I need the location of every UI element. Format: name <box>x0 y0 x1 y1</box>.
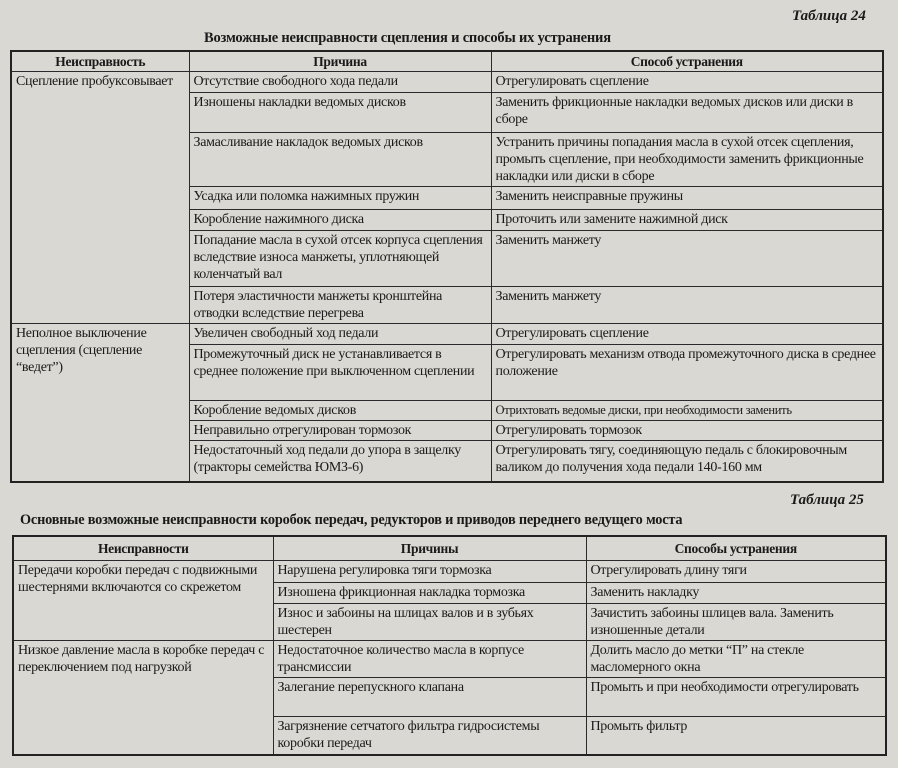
cause-cell: Загрязнение сетчатого фильтра гидросистемы коробки передач <box>273 716 586 755</box>
fault-cell: Низкое давление масла в коробке передач с переключением под нагрузкой <box>13 640 273 755</box>
cause-cell: Залегание перепускного клапана <box>273 677 586 716</box>
header-remedy: Способ устранения <box>491 51 883 71</box>
table-24 <box>10 50 884 483</box>
cause-cell: Недостаточный ход педали до упора в защелку (тракторы семейства ЮМЗ-6) <box>189 440 491 482</box>
remedy-cell: Долить масло до метки “П” на стекле масломерного окна <box>586 640 886 677</box>
remedy-cell: Отрегулировать тягу, соединяющую педаль с блокировочным валиком до получения хода педали 140-160 мм <box>491 440 883 482</box>
header-cause: Причины <box>273 536 586 560</box>
cause-cell: Промежуточный диск не устанавливается в среднее положение при выключенном сцеплении <box>189 344 491 400</box>
table-header-row <box>13 536 886 560</box>
table-row <box>13 640 886 677</box>
remedy-cell: Промыть и при необходимости отрегулировать <box>586 677 886 716</box>
header-cause: Причина <box>189 51 491 71</box>
cause-cell: Усадка или поломка нажимных пружин <box>189 186 491 209</box>
remedy-cell: Зачистить забоины шлицев вала. Заменить изношенные детали <box>586 603 886 640</box>
table-header-row <box>11 51 883 71</box>
table-24-number: Таблица 24 <box>792 8 866 24</box>
table-25-title: Основные возможные неисправности коробок передач, редукторов и приводов переднего ведущего моста <box>20 512 683 528</box>
remedy-cell: Отрегулировать механизм отвода промежуточного диска в среднее положение <box>491 344 883 400</box>
table-row <box>13 560 886 582</box>
table-25-number: Таблица 25 <box>790 492 864 508</box>
cause-cell: Потеря эластичности манжеты кронштейна отводки вследствие перегрева <box>189 286 491 323</box>
fault-cell: Передачи коробки передач с подвижными шестернями включаются со скрежетом <box>13 560 273 640</box>
remedy-cell: Отрегулировать длину тяги <box>586 560 886 582</box>
remedy-cell: Проточить или замените нажимной диск <box>491 209 883 230</box>
remedy-cell: Отрегулировать тормозок <box>491 420 883 440</box>
table-row <box>11 323 883 344</box>
cause-cell: Износ и забоины на шлицах валов и в зубьях шестерен <box>273 603 586 640</box>
cause-cell: Отсутствие свободного хода педали <box>189 71 491 92</box>
remedy-cell: Заменить неисправные пружины <box>491 186 883 209</box>
cause-cell: Изношены накладки ведомых дисков <box>189 92 491 132</box>
fault-cell: Сцепление пробуксовывает <box>11 71 189 323</box>
table-25 <box>12 535 887 756</box>
table-24-title: Возможные неисправности сцепления и способы их устранения <box>204 30 611 46</box>
cause-cell: Неправильно отрегулирован тормозок <box>189 420 491 440</box>
cause-cell: Замасливание накладок ведомых дисков <box>189 132 491 186</box>
remedy-cell: Заменить фрикционные накладки ведомых дисков или диски в сборе <box>491 92 883 132</box>
remedy-cell: Заменить накладку <box>586 582 886 603</box>
cause-cell: Коробление нажимного диска <box>189 209 491 230</box>
header-remedy: Способы устранения <box>586 536 886 560</box>
remedy-cell: Промыть фильтр <box>586 716 886 755</box>
cause-cell: Коробление ведомых дисков <box>189 400 491 420</box>
remedy-cell: Отрегулировать сцепление <box>491 71 883 92</box>
cause-cell: Увеличен свободный ход педали <box>189 323 491 344</box>
cause-cell: Попадание масла в сухой отсек корпуса сцепления вследствие износа манжеты, уплотняющей коленчатый вал <box>189 230 491 286</box>
remedy-cell: Заменить манжету <box>491 286 883 323</box>
cause-cell: Недостаточное количество масла в корпусе трансмиссии <box>273 640 586 677</box>
cause-cell: Нарушена регулировка тяги тормозка <box>273 560 586 582</box>
remedy-cell: Устранить причины попадания масла в сухой отсек сцепления, промыть сцепление, при необходимости заменить фрикционные накладки или диски в сборе <box>491 132 883 186</box>
remedy-cell: Отрегулировать сцепление <box>491 323 883 344</box>
header-fault: Неисправность <box>11 51 189 71</box>
header-fault: Неисправности <box>13 536 273 560</box>
cause-cell: Изношена фрикционная накладка тормозка <box>273 582 586 603</box>
remedy-cell: Отрихтовать ведомые диски, при необходимости заменить <box>491 400 883 420</box>
fault-cell: Неполное выключение сцепления (сцепление “ведет”) <box>11 323 189 482</box>
remedy-cell: Заменить манжету <box>491 230 883 286</box>
table-row <box>11 71 883 92</box>
